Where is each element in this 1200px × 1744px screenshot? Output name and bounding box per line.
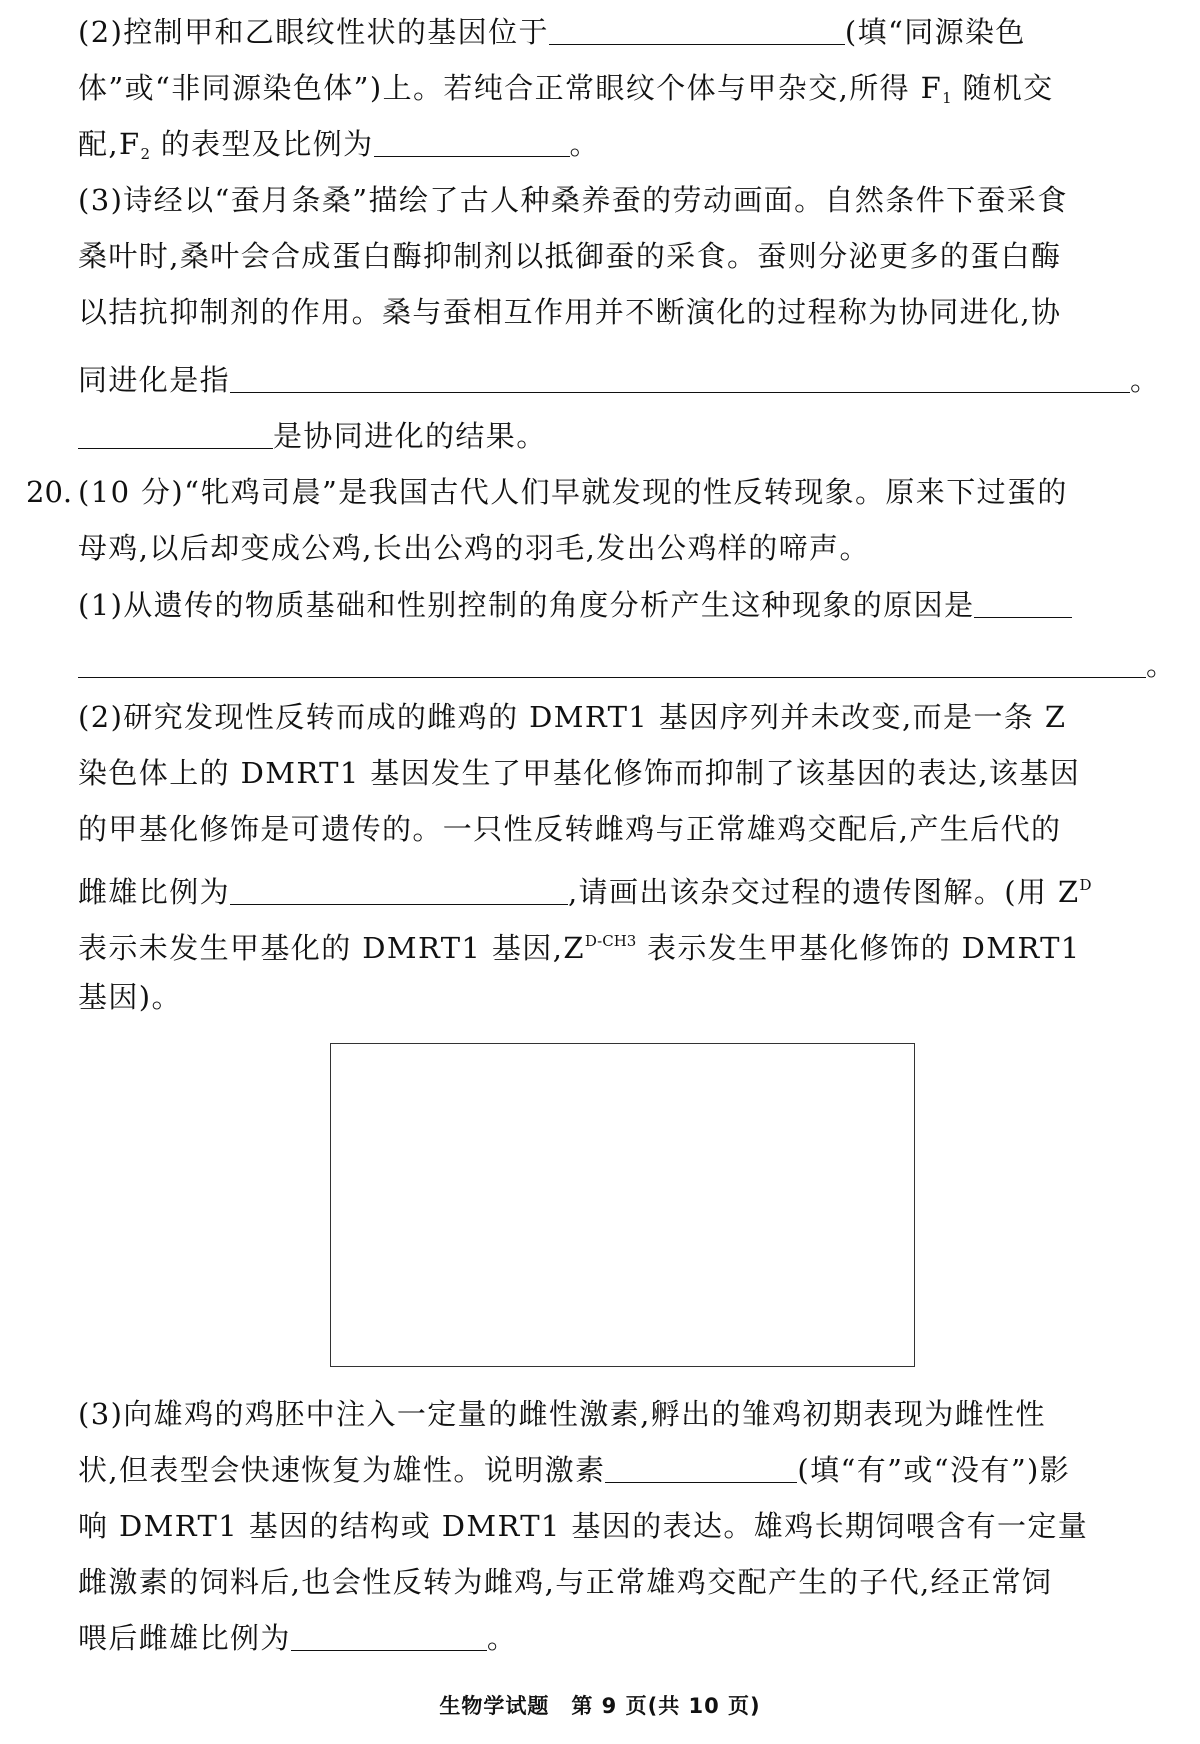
question-number-20: 20.: [26, 475, 73, 509]
answer-blank-hormone-effect[interactable]: [605, 1454, 797, 1483]
q20-part2-line2: 染色体上的 DMRT1 基因发生了甲基化修饰而抑制了该基因的表达,该基因: [78, 756, 1081, 790]
q20-part2-line1: (2)研究发现性反转而成的雌鸡的 DMRT1 基因序列并未改变,而是一条 Z: [78, 700, 1067, 734]
q19-part3-line5: 是协同进化的结果。: [78, 416, 1168, 456]
answer-blank-coevolution-definition[interactable]: [230, 364, 1130, 393]
q19-part3-line2: 桑叶时,桑叶会合成蛋白酶抑制剂以抵御蚕的采食。蚕则分泌更多的蛋白酶: [78, 239, 1062, 273]
answer-blank-gene-location[interactable]: [549, 16, 845, 45]
q20-part3-line4: 雌激素的饲料后,也会性反转为雌鸡,与正常雄鸡交配产生的子代,经正常饲: [78, 1565, 1053, 1599]
q19-part2-line1: (2)控制甲和乙眼纹性状的基因位于 (填“同源染色: [78, 15, 1026, 49]
q20-part2-line4: 雌雄比例为 ,请画出该杂交过程的遗传图解。(用 $Z^D$: [78, 875, 1092, 909]
answer-blank-sex-reversal-reason-a[interactable]: [974, 589, 1072, 618]
genetic-diagram-answer-box[interactable]: [330, 1043, 915, 1367]
q20-part2-line5: 表示未发生甲基化的 DMRT1 基因$,Z^{D-CH3}$ 表示发生甲基化修饰的 DMRT1: [78, 931, 1081, 965]
q19-part2-line2: 体”或“非同源染色体”)上。若纯合正常眼纹个体与甲杂交,所得 $F_1$ 随机交: [78, 71, 1054, 107]
answer-blank-sex-reversal-reason-b[interactable]: [78, 649, 1146, 678]
q20-intro-line1: (10 分)“牝鸡司晨”是我国古代人们早就发现的性反转现象。原来下过蛋的: [78, 475, 1068, 509]
q19-part3-line3: 以拮抗抑制剂的作用。桑与蚕相互作用并不断演化的过程称为协同进化,协: [78, 295, 1062, 329]
q19-part2-line3: 配$,F_2$ 的表型及比例为 。: [78, 127, 600, 163]
answer-blank-offspring-sex-ratio[interactable]: [230, 876, 568, 905]
answer-blank-f2-ratio[interactable]: [374, 128, 570, 157]
q19-part3-line4: 同进化是指 。: [78, 363, 1161, 397]
q20-part3-line3: 响 DMRT1 基因的结构或 DMRT1 基因的表达。雄鸡长期饲喂含有一定量: [78, 1509, 1089, 1543]
q20-part1-line2: 。: [78, 645, 1168, 685]
q20-part3-line2: 状,但表型会快速恢复为雄性。说明激素 (填“有”或“没有”)影: [78, 1453, 1071, 1487]
answer-blank-coevolution-result[interactable]: [78, 420, 273, 449]
answer-blank-final-sex-ratio[interactable]: [291, 1622, 487, 1651]
q19-part3-line1: (3)诗经以“蚕月条桑”描绘了古人种桑养蚕的劳动画面。自然条件下蚕采食: [78, 183, 1068, 217]
q20-part2-line6: 基因)。: [78, 980, 182, 1014]
q20-part3-line1: (3)向雄鸡的鸡胚中注入一定量的雌性激素,孵出的雏鸡初期表现为雌性性: [78, 1397, 1046, 1431]
q20-part3-line5: 喂后雌雄比例为 。: [78, 1621, 518, 1655]
q20-intro-line2: 母鸡,以后却变成公鸡,长出公鸡的羽毛,发出公鸡样的啼声。: [78, 531, 870, 565]
q20-part2-line3: 的甲基化修饰是可遗传的。一只性反转雌鸡与正常雄鸡交配后,产生后代的: [78, 812, 1062, 846]
q20-part1-line1: (1)从遗传的物质基础和性别控制的角度分析产生这种现象的原因是: [78, 585, 1168, 625]
page-footer: 生物学试题 第 9 页(共 10 页): [439, 1694, 761, 1718]
